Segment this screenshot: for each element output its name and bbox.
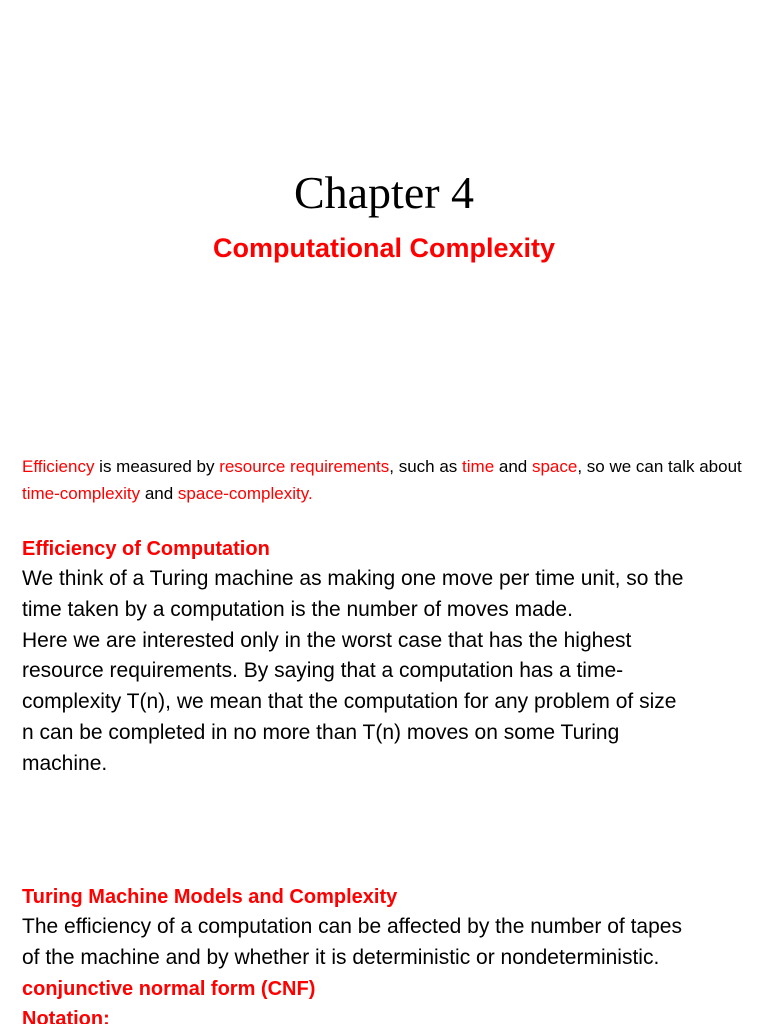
term-resource-requirements: resource requirements [219, 457, 390, 476]
section-heading: Efficiency of Computation [22, 538, 270, 560]
intro-text: , such as [389, 457, 463, 476]
subheading-cnf: conjunctive normal form (CNF) [22, 977, 316, 1000]
section-efficiency-of-computation [22, 534, 768, 780]
section-turing-machine-models [22, 882, 768, 1024]
paragraph-line: resource requirements. By saying that a computation has a time- [22, 659, 624, 683]
paragraph-line: machine. [22, 751, 108, 775]
chapter-subtitle: Computational Complexity [212, 233, 556, 263]
chapter-title: Chapter 4 [293, 167, 475, 218]
term-space: space [531, 457, 578, 476]
paragraph-line: The efficiency of a computation can be affected by the number of tapes [22, 915, 682, 938]
subheading-notation: Notation: [22, 1007, 110, 1024]
term-time: time [462, 457, 495, 476]
paragraph-line: of the machine and by whether it is deterministic or nondeterministic. [22, 945, 660, 969]
section-heading: Turing Machine Models and Complexity [22, 886, 398, 908]
term-time-complexity: time-complexity [22, 484, 141, 503]
term-efficiency: Efficiency [22, 457, 95, 476]
paragraph-line: Here we are interested only in the worst case that has the highest [22, 628, 632, 652]
paragraph-line: n can be completed in no more than T(n) moves on some Turing [22, 720, 620, 744]
intro-text: , so we can talk about [577, 457, 742, 476]
intro-text: and [494, 457, 532, 476]
intro-text: is measured by [94, 457, 220, 476]
paragraph-line: time taken by a computation is the number of moves made. [22, 597, 573, 621]
intro-paragraph [22, 453, 758, 507]
term-space-complexity: space-complexity. [177, 484, 313, 503]
intro-text: and [140, 484, 178, 503]
paragraph-line: We think of a Turing machine as making one move per time unit, so the [22, 567, 684, 590]
paragraph-line: complexity T(n), we mean that the computation for any problem of size [22, 690, 677, 714]
